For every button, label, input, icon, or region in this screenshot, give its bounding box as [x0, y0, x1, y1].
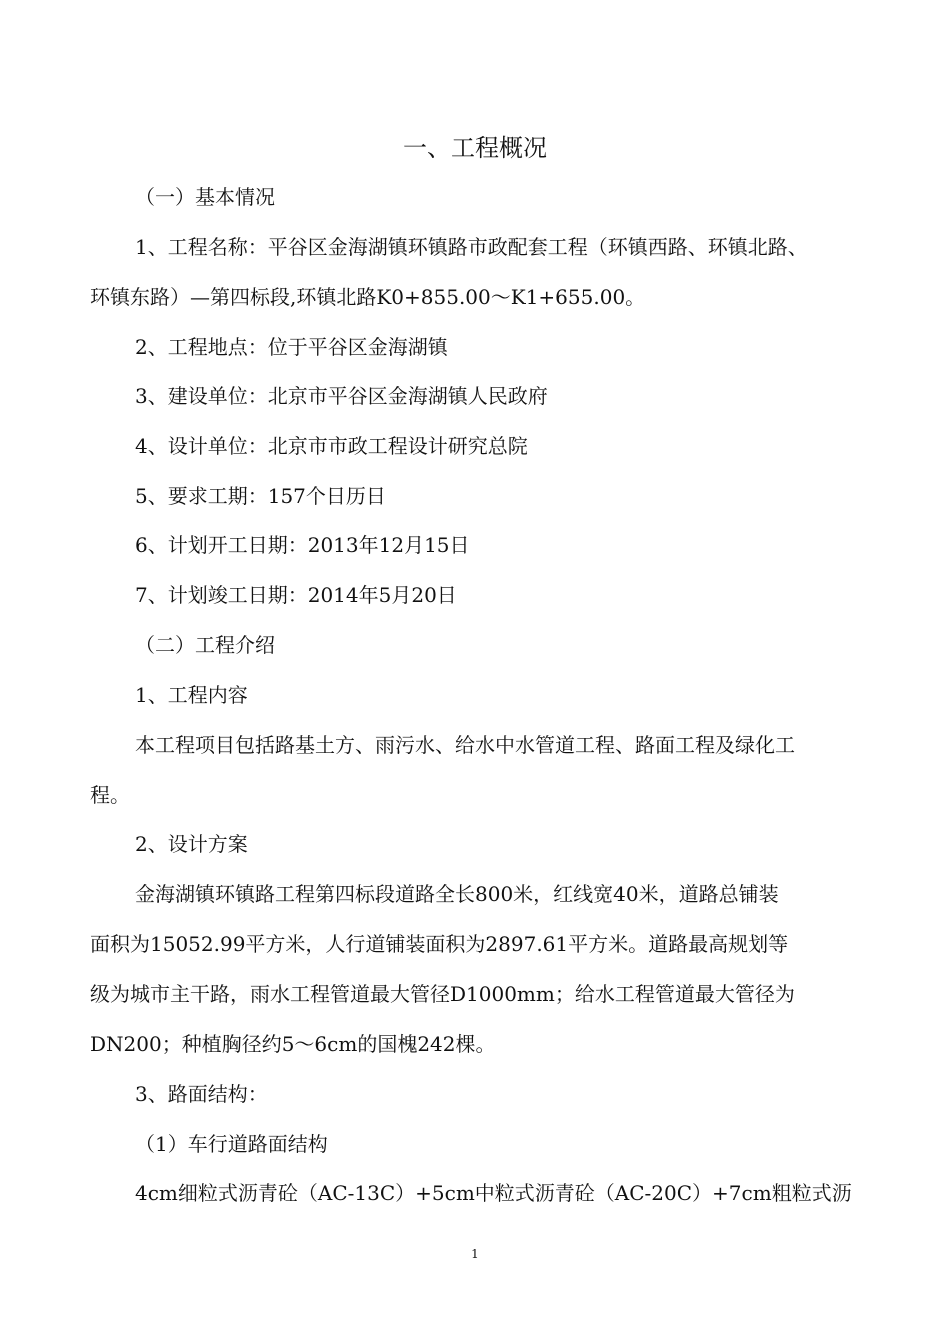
subheading-project-content: 1、工程内容 [135, 683, 248, 707]
project-name-line-2: 环镇东路）—第四标段,环镇北路K0+855.00～K1+655.00。 [90, 285, 646, 309]
subheading-pavement-structure: 3、路面结构： [135, 1082, 268, 1106]
design-plan-line-3: 级为城市主干路，雨水工程管道最大管径D1000mm；给水工程管道最大管径为 [90, 982, 795, 1006]
page-number: 1 [471, 1247, 479, 1261]
subheading-design-plan: 2、设计方案 [135, 832, 248, 856]
design-plan-line-2: 面积为15052.99平方米，人行道铺装面积为2897.61平方米。道路最高规划等 [90, 932, 789, 956]
page-title: 一、工程概况 [403, 134, 547, 162]
design-plan-line-1: 金海湖镇环镇路工程第四标段道路全长800米，红线宽40米，道路总铺装 [135, 882, 779, 906]
design-unit: 4、设计单位：北京市市政工程设计研究总院 [135, 434, 528, 458]
project-location: 2、工程地点：位于平谷区金海湖镇 [135, 335, 448, 359]
roadway-pavement-line-1: 4cm细粒式沥青砼（AC-13C）+5cm中粒式沥青砼（AC-20C）+7cm粗粒式沥 [135, 1181, 852, 1205]
project-name-line-1: 1、工程名称：平谷区金海湖镇环镇路市政配套工程（环镇西路、环镇北路、 [135, 235, 808, 259]
design-plan-line-4: DN200；种植胸径约5～6cm的国槐242棵。 [90, 1032, 496, 1056]
required-duration: 5、要求工期：157个日历日 [135, 484, 386, 508]
section-heading-project-intro: （二）工程介绍 [135, 633, 275, 657]
planned-start-date: 6、计划开工日期：2013年12月15日 [135, 533, 470, 557]
project-content-line-1: 本工程项目包括路基土方、雨污水、给水中水管道工程、路面工程及绿化工 [135, 733, 795, 757]
section-heading-basic-info: （一）基本情况 [135, 185, 275, 209]
construction-unit: 3、建设单位：北京市平谷区金海湖镇人民政府 [135, 384, 548, 408]
project-content-line-2: 程。 [90, 783, 130, 807]
planned-completion-date: 7、计划竣工日期：2014年5月20日 [135, 583, 457, 607]
roadway-pavement-heading: （1）车行道路面结构 [135, 1132, 328, 1156]
